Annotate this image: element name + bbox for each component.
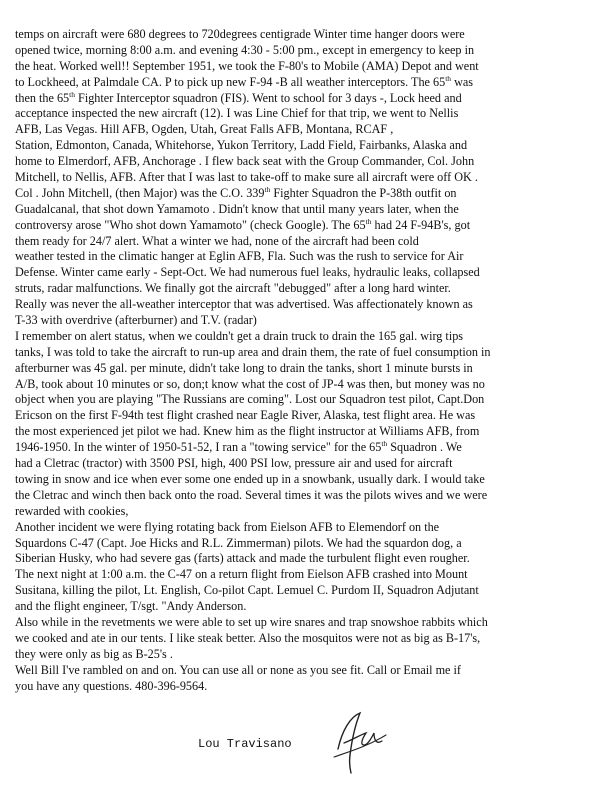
letter-line: the most experienced jet pilot we had. Knew him as the flight instructor at Williams AFB, from: [15, 424, 480, 439]
letter-line: acceptance inspected the new aircraft (12). I was Line Chief for that trip, we went to Nellis: [15, 106, 459, 121]
letter-line: The next night at 1:00 a.m. the C-47 on a return flight from Eielson AFB crashed into Mount: [15, 567, 468, 582]
letter-line: Guadalcanal, that shot down Yamamoto . Didn't know that until many years later, when the: [15, 201, 459, 216]
letter-line: Squardons C-47 (Capt. Joe Hicks and R.L. Zimmerman) pilots. We had the squardon dog, a: [15, 535, 462, 550]
letter-line: towing in snow and ice when ever some one ended up in a snowbank, usually dark. I would take: [15, 471, 485, 486]
letter-line: T-33 with overdrive (afterburner) and T.V. (radar): [15, 313, 257, 328]
letter-line: Defense. Winter came early - Sept-Oct. We had numerous fuel leaks, hydraulic leaks, collapsed: [15, 265, 480, 280]
letter-line: they were only as big as B-25's .: [15, 646, 173, 661]
letter-line: AFB, Las Vegas. Hill AFB, Ogden, Utah, Great Falls AFB, Montana, RCAF ,: [15, 122, 394, 137]
letter-line: controversy arose "Who shot down Yamamoto" (check Google). The 65th had 24 F-94B's, got: [15, 216, 471, 232]
letter-line: then the 65th Fighter Interceptor squadron (FIS). Went to school for 3 days -, Lock heed and: [15, 89, 462, 105]
letter-line: home to Elmerdorf, AFB, Anchorage . I flew back seat with the Group Commander, Col. John: [15, 154, 475, 169]
letter-line: had a Cletrac (tractor) with 3500 PSI, high, 400 PSI low, pressure air and used for aircraft: [15, 456, 453, 471]
letter-line: Mitchell, to Nellis, AFB. After that I was last to take-off to make sure all aircraft were off OK .: [15, 170, 478, 185]
letter-line: 1946-1950. In the winter of 1950-51-52, I ran a "towing service" for the 65th Squadron . We: [15, 439, 462, 455]
letter-line: Susitana, killing the pilot, Lt. English, Co-pilot Capt. Lemuel C. Purdom II, Squadron Adjutant: [15, 583, 479, 598]
letter-line: you have any questions. 480-396-9564.: [15, 678, 208, 693]
letter-line: I remember on alert status, when we couldn't get a drain truck to drain the 165 gal. wirg tips: [15, 328, 464, 343]
letter-line: weather tested in the climatic hanger at Eglin AFB, Fla. Such was the rush to service for Air: [15, 249, 464, 264]
letter-line: Also while in the revetments we were able to set up wire snares and trap snowshoe rabbits which: [15, 614, 488, 629]
letter-line: temps on aircraft were 680 degrees to 720degrees centigrade Winter time hanger doors were: [15, 27, 465, 41]
letter-line: the Cletrac and winch then back onto the road. Several times it was the pilots wives and we were: [15, 487, 488, 502]
letter-line: Col . John Mitchell, (then Major) was the C.O. 339th Fighter Squadron the P-38th outfit on: [15, 184, 457, 200]
letter-line: and the flight engineer, T/sgt. "Andy Anderson.: [15, 599, 247, 614]
letter-line: A/B, took about 10 minutes or so, don;t know what the cost of JP-4 was then, but money was no: [15, 376, 485, 391]
letter-line: Well Bill I've rambled on and on. You can use all or none as you see fit. Call or Email me if: [15, 662, 461, 677]
letter-line: tanks, I was told to take the aircraft to run-up area and drain them, the rate of fuel consumption in: [15, 344, 491, 359]
signature-name: Lou Travisano: [198, 737, 292, 751]
letter-line: Another incident we were flying rotating back from Eielson AFB to Elemendorf on the: [15, 519, 440, 534]
letter-line: Really was never the all-weather interceptor that was advertised. Was affectionately known as: [15, 297, 473, 312]
letter-line: opened twice, morning 8:00 a.m. and evening 4:30 - 5:00 pm., except in emergency to keep in: [15, 42, 475, 57]
handwritten-signature: [330, 705, 390, 775]
letter-line: afterburner was 45 gal. per minute, didn't take long to drain the tanks, short 1 minute bursts in: [15, 360, 473, 375]
letter-line: the heat. Worked well!! September 1951, we took the F-80's to Mobile (AMA) Depot and went: [15, 58, 479, 73]
letter-body: [15, 27, 595, 694]
letter-line: Siberian Husky, who had severe gas (farts) attack and made the turbulent flight even rougher.: [15, 551, 470, 566]
letter-line: them ready for 24/7 alert. What a winter we had, none of the aircraft had been cold: [15, 233, 419, 248]
letter-line: to Lockheed, at Palmdale CA. P to pick up new F-94 -B all weather interceptors. The 65th was: [15, 73, 474, 89]
letter-line: Station, Edmonton, Canada, Whitehorse, Yukon Territory, Ladd Field, Fairbanks, Alaska and: [15, 138, 468, 153]
letter-line: we cooked and ate in our tents. I like steak better. Also the mosquitos were not as big as B-17's,: [15, 630, 481, 645]
letter-line: struts, radar malfunctions. We finally got the aircraft "debugged" after a long hard winter.: [15, 281, 451, 296]
letter-line: Ericson on the first F-94th test flight crashed near Eagle River, Alaska, test flight area. He was: [15, 408, 476, 423]
letter-line: rewarded with cookies,: [15, 503, 129, 518]
letter-line: object when you are playing "The Russians are coming". Lost our Squadron test pilot, Capt.Don: [15, 392, 485, 407]
